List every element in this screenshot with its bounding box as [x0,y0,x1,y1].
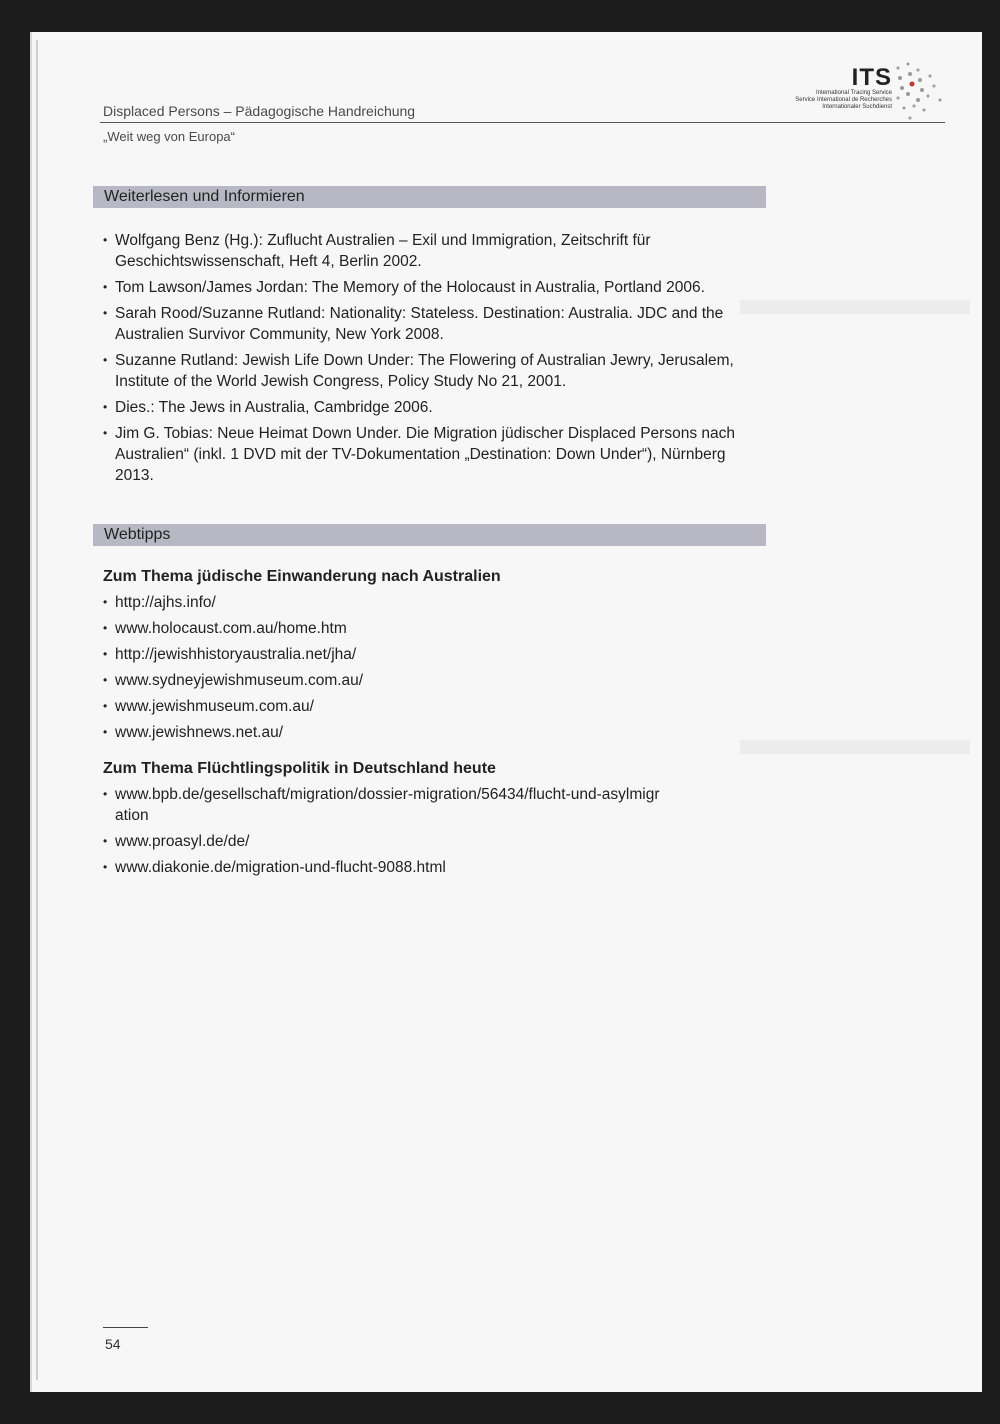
page-number: 54 [105,1336,121,1352]
logo-brand: ITS [851,64,892,91]
logo-line-2: Service International de Recherches [795,97,892,103]
web-link[interactable]: • www.proasyl.de/de/ [103,831,663,852]
show-through-text [740,300,970,314]
web-link[interactable]: • www.jewishmuseum.com.au/ [103,696,763,717]
web-link[interactable]: • www.holocaust.com.au/home.htm [103,618,763,639]
web-link[interactable]: • http://jewishhistoryaustralia.net/jha/ [103,644,763,665]
header-rule [100,122,945,123]
webtips-group-2-list [103,784,663,878]
logo-subtitles [795,90,892,111]
webtips-group-2-title: Zum Thema Flüchtlingspolitik in Deutschland heute [103,760,496,777]
reading-item: • Suzanne Rutland: Jewish Life Down Under: The Flowering of Australian Jewry, Jerusalem, Institute of the World Jewish Congress, Policy Study No 21, 2001. [103,350,763,392]
web-link[interactable]: • www.bpb.de/gesellschaft/migration/dossier-migration/56434/flucht-und-asylmigration [103,784,663,826]
section-heading-reading-label: Weiterlesen und Informieren [104,188,305,205]
reading-item: • Dies.: The Jews in Australia, Cambridge 2006. [103,397,763,418]
reading-item: • Wolfgang Benz (Hg.): Zuflucht Australien – Exil und Immigration, Zeitschrift für Geschichtswissenschaft, Heft 4, Berlin 2002. [103,230,763,272]
web-link[interactable]: • www.jewishnews.net.au/ [103,722,763,743]
section-heading-webtips-label: Webtipps [104,526,171,543]
section-heading-reading [93,186,766,208]
logo-line-3: Internationaler Suchdienst [822,104,892,110]
reading-item: • Jim G. Tobias: Neue Heimat Down Under. Die Migration jüdischer Displaced Persons nach Australien“ (inkl. 1 DVD mit der TV-Dokumentation „Destination: Down Under“), Nürnberg 2013. [103,423,763,486]
footer-rule [103,1327,148,1328]
reading-item: • Sarah Rood/Suzanne Rutland: Nationality: Stateless. Destination: Australia. JDC and the Australien Survivor Community, New York 2008. [103,303,763,345]
header-quote: „Weit weg von Europa“ [103,129,235,144]
webtips-group-1-list [103,592,763,743]
page-binding-edge [36,40,38,1380]
show-through-text [740,740,970,754]
logo-dots-icon [890,60,950,130]
section-heading-webtips [93,524,766,546]
logo-line-1: International Tracing Service [815,90,892,96]
header-subtitle: Displaced Persons – Pädagogische Handreichung [103,103,416,119]
webtips-group-1-title: Zum Thema jüdische Einwanderung nach Australien [103,568,501,585]
reading-item: • Tom Lawson/James Jordan: The Memory of the Holocaust in Australia, Portland 2006. [103,277,763,298]
web-link[interactable]: • www.sydneyjewishmuseum.com.au/ [103,670,763,691]
web-link[interactable]: • www.diakonie.de/migration-und-flucht-9088.html [103,857,663,878]
its-logo [770,60,970,130]
reading-list [103,230,763,486]
web-link[interactable]: • http://ajhs.info/ [103,592,763,613]
